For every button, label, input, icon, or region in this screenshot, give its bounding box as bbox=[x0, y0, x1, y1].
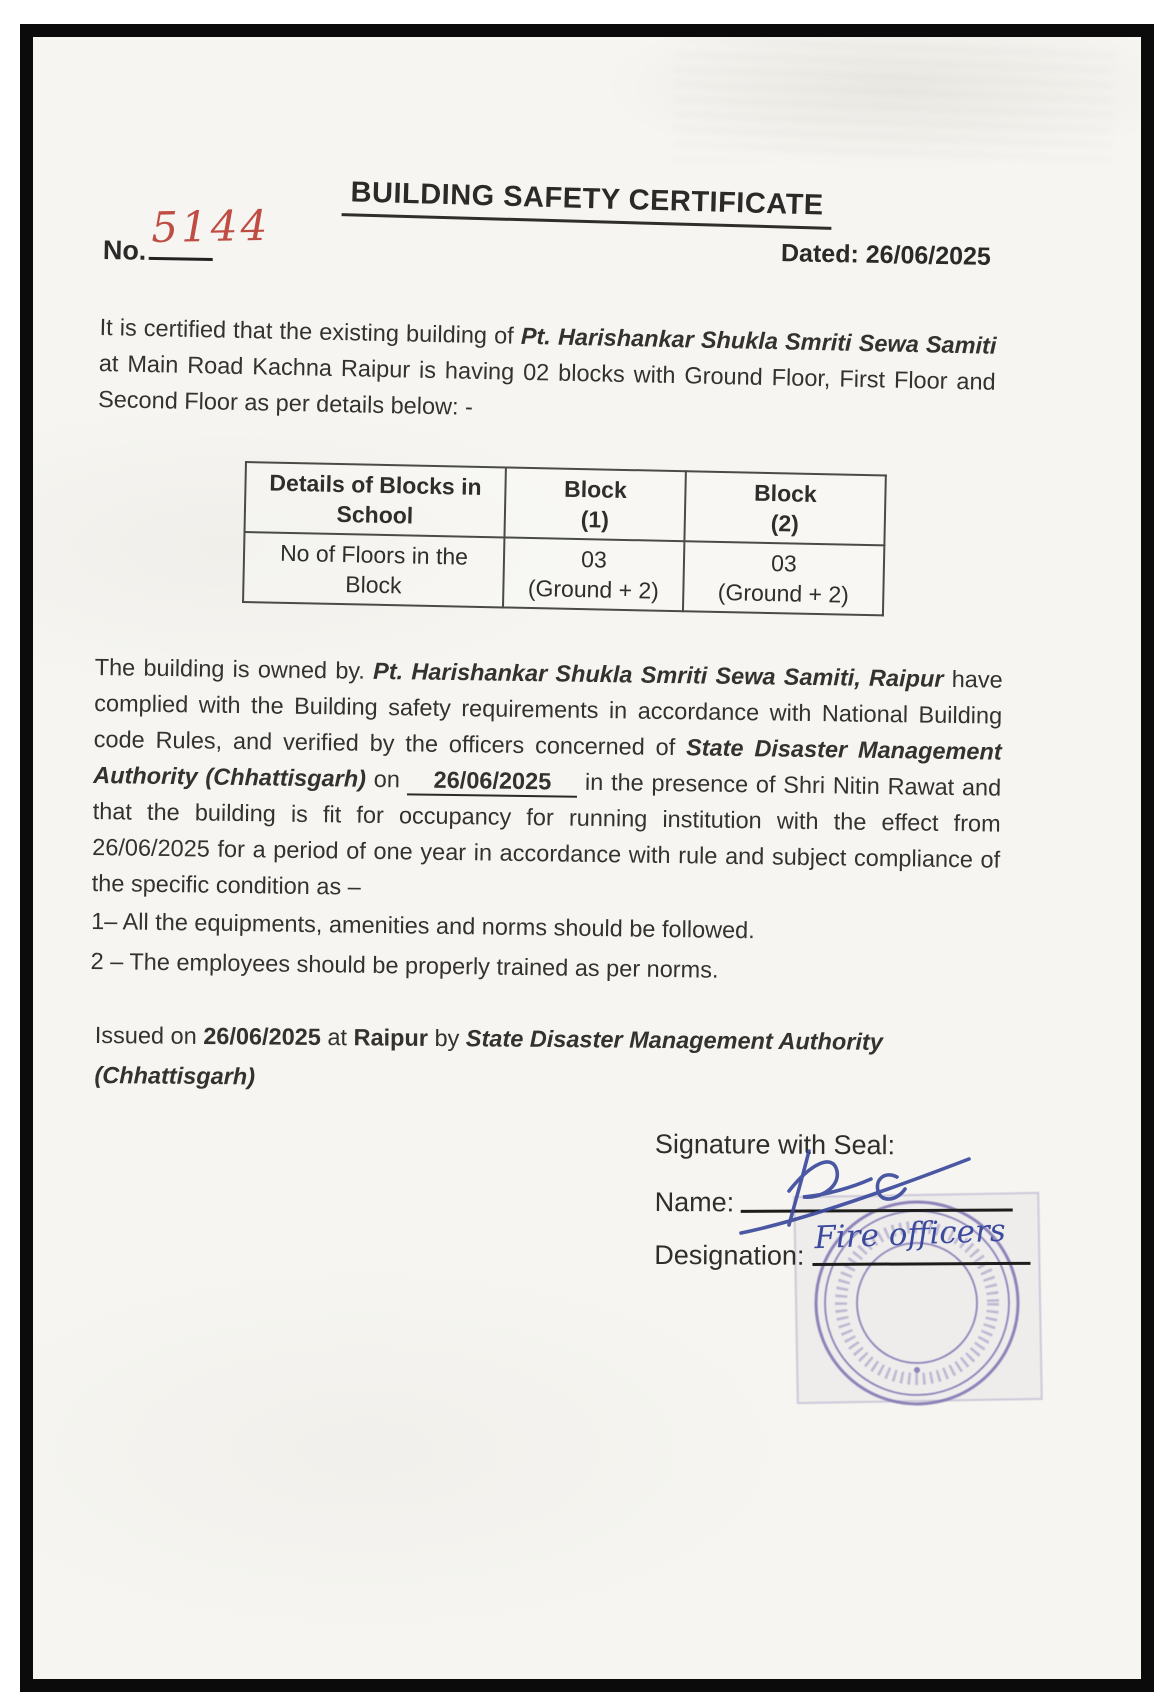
name-label: Name: bbox=[654, 1186, 735, 1218]
text-segment: Raipur bbox=[353, 1024, 429, 1051]
table-header-cell: Block (2) bbox=[684, 471, 885, 545]
scan-paper bbox=[20, 24, 1154, 1692]
blocks-table-header-row bbox=[245, 462, 886, 545]
issued-paragraph bbox=[94, 1015, 1003, 1103]
designation-handwritten: Fire officers bbox=[813, 1212, 1007, 1257]
text-segment: State Disaster Management Authority (Chhattisgarh) bbox=[93, 734, 1002, 792]
text-segment: on bbox=[365, 765, 408, 793]
text-segment: State Disaster Management Authority (Chhattisgarh) bbox=[94, 1025, 883, 1090]
table-cell: No of Floors in the Block bbox=[243, 532, 504, 607]
text-segment: The building is owned by. bbox=[94, 653, 374, 684]
text-segment: 26/06/2025 bbox=[407, 766, 577, 797]
body-paragraph bbox=[91, 649, 1002, 914]
condition-2: 2 – The employees should be properly trained as per norms. bbox=[90, 947, 719, 983]
certificate-number-label: No. bbox=[102, 235, 147, 266]
text-segment: at bbox=[320, 1023, 354, 1051]
table-cell: 03 (Ground + 2) bbox=[683, 541, 884, 615]
ink-bleedthrough-smudge bbox=[672, 41, 1113, 166]
table-header-cell: Details of Blocks in School bbox=[245, 462, 506, 537]
designation-label: Designation: bbox=[654, 1239, 805, 1271]
condition-1: 1– All the equipments, amenities and norms should be followed. bbox=[91, 907, 755, 944]
dated-line: Dated: 26/06/2025 bbox=[780, 239, 992, 271]
text-segment: at Main Road Kachna Raipur is having 02 blocks with Ground Floor, First Floor and Second Floor as per details below: - bbox=[97, 349, 996, 420]
text-segment: Issued on bbox=[94, 1021, 204, 1049]
signature-scribble bbox=[731, 1129, 981, 1249]
signature-with-seal-label: Signature with Seal: bbox=[654, 1129, 896, 1161]
intro-paragraph bbox=[98, 309, 997, 436]
text-segment: 26/06/2025 bbox=[203, 1022, 321, 1050]
text-segment: It is certified that the existing building of bbox=[99, 313, 522, 349]
certificate-number-handwritten: 5144 bbox=[150, 200, 271, 252]
body-section bbox=[90, 649, 1003, 994]
certificate-number-line bbox=[102, 200, 271, 268]
text-segment: Pt. Harishankar Shukla Smriti Sewa Samiti, Raipur bbox=[372, 657, 944, 692]
certificate-number-underline bbox=[148, 200, 271, 261]
text-segment: by bbox=[427, 1024, 466, 1052]
table-header-cell: Block (1) bbox=[504, 467, 685, 541]
page-title: BUILDING SAFETY CERTIFICATE bbox=[342, 176, 832, 230]
blocks-table-wrap bbox=[242, 461, 887, 616]
text-segment: Pt. Harishankar Shukla Smriti Sewa Samiti bbox=[520, 322, 997, 359]
table-row bbox=[243, 532, 884, 615]
text-segment: have complied with the Building safety requirements in accordance with National Building code Rules, and verified by the officers concerned of bbox=[93, 665, 1003, 761]
blocks-table bbox=[242, 461, 887, 616]
text-segment: in the presence of Shri Nitin Rawat and that the building is fit for occupancy for running institution with the effect from 26/06/2025 for a period of one year in accordance with rule and subject compliance of the specific condition as – bbox=[91, 768, 1002, 900]
table-cell: 03 (Ground + 2) bbox=[503, 537, 684, 611]
